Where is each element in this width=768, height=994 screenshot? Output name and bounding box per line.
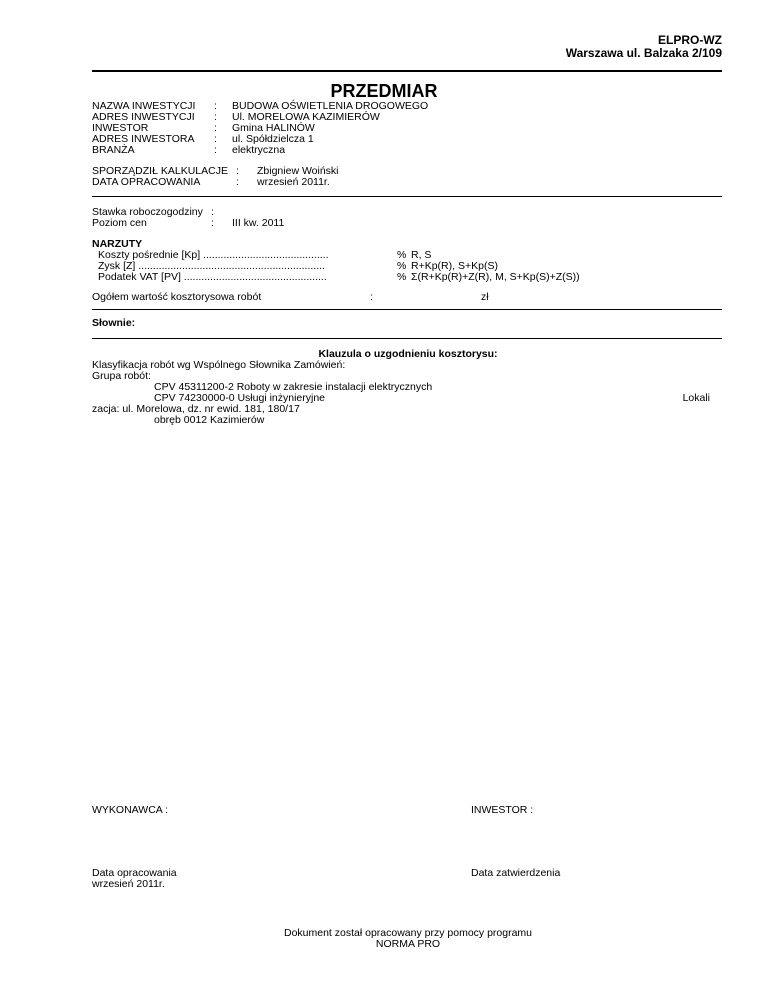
poziom-label: Poziom cen: [92, 217, 147, 229]
narzut-z-label: Zysk [Z] ................................................................: [98, 260, 325, 272]
obreb-text: obręb 0012 Kazimierów: [154, 414, 265, 426]
narzut-kp-base: R, S: [411, 249, 432, 261]
data-zatwierdzenia-label: Data zatwierdzenia: [471, 867, 561, 879]
narzut-vat-label: Podatek VAT [PV] .................................................: [98, 271, 327, 283]
footer-line-2: NORMA PRO: [375, 938, 441, 950]
project-value-investor: Gmina HALINÓW: [232, 122, 315, 134]
author-value: Zbigniew Woiński: [257, 165, 339, 177]
narzut-z-base: R+Kp(R), S+Kp(S): [411, 260, 498, 272]
company-address: Warszawa ul. Balzaka 2/109: [565, 46, 722, 60]
data-opracowania-value: wrzesień 2011r.: [92, 878, 165, 890]
narzut-z-pct: %: [397, 260, 407, 272]
total-label: Ogółem wartość kosztorysowa robót: [92, 291, 262, 303]
narzut-kp-label: Koszty pośrednie [Kp] ...........................................: [98, 249, 329, 261]
stawka-label: Stawka roboczogodziny: [92, 206, 203, 218]
poziom-value: III kw. 2011: [232, 217, 285, 229]
project-sep: :: [214, 122, 217, 134]
project-label-branch: BRANŻA: [92, 144, 135, 156]
lokali-text: Lokali: [682, 392, 710, 404]
divider: [92, 196, 722, 197]
narzut-vat-pct: %: [397, 271, 407, 283]
company-name: ELPRO-WZ: [658, 33, 722, 47]
date-sep: :: [236, 176, 239, 188]
author-label: SPORZĄDZIŁ KALKULACJE: [92, 165, 228, 177]
header-divider: [92, 70, 722, 72]
project-sep: :: [214, 111, 217, 123]
project-value-branch: elektryczna: [232, 144, 286, 156]
project-value-investor-address: ul. Spółdzielcza 1: [232, 133, 314, 145]
narzut-kp-pct: %: [397, 249, 407, 261]
total-sep: :: [370, 291, 373, 303]
stawka-sep: :: [211, 206, 214, 218]
total-currency: zł: [481, 291, 489, 303]
project-sep: :: [214, 100, 217, 112]
narzut-vat-base: Σ(R+Kp(R)+Z(R), M, S+Kp(S)+Z(S)): [411, 271, 580, 283]
klauzula-heading: Klauzula o uzgodnieniu kosztorysu:: [318, 348, 498, 360]
project-value-address: Ul. MORELOWA KAZIMIERÓW: [232, 111, 380, 123]
project-label-investor: INWESTOR: [92, 122, 149, 134]
cpv-code-1: CPV 45311200-2 Roboty w zakresie instalacji elektrycznych: [154, 381, 433, 393]
cpv-code-2: CPV 74230000-0 Usługi inżynieryjne: [154, 392, 326, 404]
poziom-sep: :: [211, 217, 214, 229]
project-value-name: BUDOWA OŚWIETLENIA DROGOWEGO: [232, 100, 429, 112]
inwestor-label: INWESTOR :: [471, 804, 534, 816]
lokalizacja-text: zacja: ul. Morelowa, dz. nr ewid. 181, 180/17: [92, 403, 300, 415]
author-sep: :: [236, 165, 239, 177]
divider: [92, 309, 722, 310]
narzuty-heading: NARZUTY: [92, 238, 143, 250]
wykonawca-label: WYKONAWCA :: [92, 804, 169, 816]
divider: [92, 338, 722, 339]
klauzula-classification: Klasyfikacja robót wg Wspólnego Słownika Zamówień:: [92, 359, 346, 371]
data-opracowania-label: Data opracowania: [92, 867, 177, 879]
project-sep: :: [214, 144, 217, 156]
project-label-investor-address: ADRES INWESTORA: [92, 133, 195, 145]
project-sep: :: [214, 133, 217, 145]
page-title: PRZEDMIAR: [330, 81, 438, 101]
project-label-name: NAZWA INWESTYCJI: [92, 100, 196, 112]
date-label: DATA OPRACOWANIA: [92, 176, 201, 188]
project-label-address: ADRES INWESTYCJI: [92, 111, 195, 123]
date-value: wrzesień 2011r.: [257, 176, 330, 188]
slownie-label: Słownie:: [92, 317, 136, 329]
klauzula-group: Grupa robót:: [92, 370, 151, 382]
footer-line-1: Dokument został opracowany przy pomocy programu: [283, 927, 533, 939]
